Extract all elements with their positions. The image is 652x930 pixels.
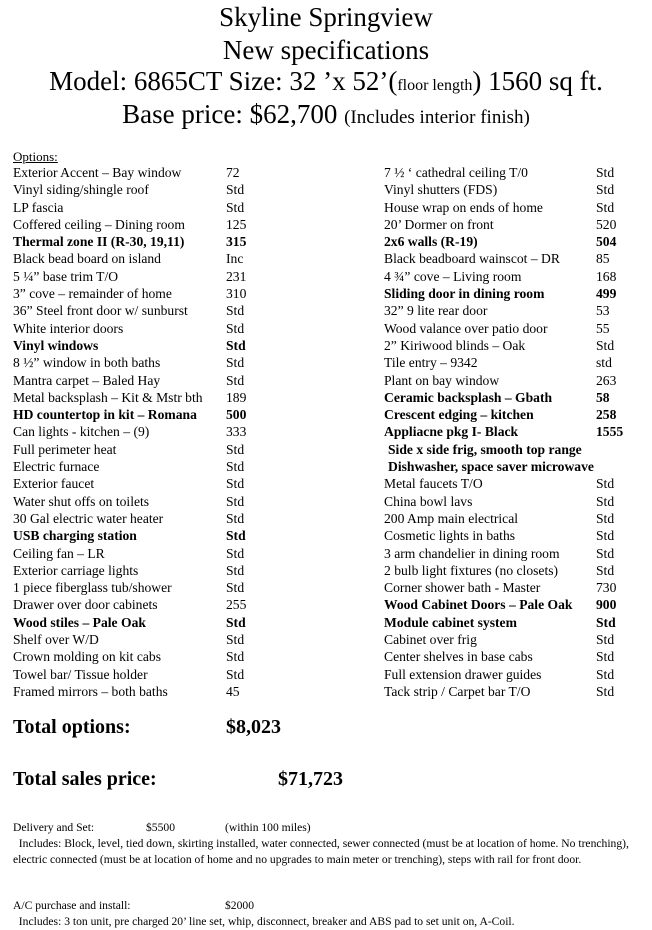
option-price: 900 xyxy=(596,597,617,613)
base-price-note: (Includes interior finish) xyxy=(344,107,530,128)
option-price: 333 xyxy=(226,424,247,440)
option-price: Std xyxy=(226,545,245,561)
option-label: Full extension drawer guides xyxy=(384,666,542,682)
option-price: Std xyxy=(596,614,616,630)
option-label: 3 arm chandelier in dining room xyxy=(384,545,560,561)
option-price: Std xyxy=(596,165,615,180)
option-label: 3” cove – remainder of home xyxy=(13,286,172,302)
option-price: 45 xyxy=(226,683,240,699)
delivery-details-text: Includes: Block, level, tied down, skirting installed, water connected, sewer connected (must be at location of home. No trenching), electric connected (must be at location of home and no upgrades to main meter or trenching), steps with rail for front door. xyxy=(13,837,629,866)
option-price: Std xyxy=(226,337,246,353)
option-label: 2” Kiriwood blinds – Oak xyxy=(384,337,526,353)
option-price: 85 xyxy=(596,251,610,267)
option-label: 200 Amp main electrical xyxy=(384,510,519,526)
option-price: Std xyxy=(226,441,245,457)
option-label: House wrap on ends of home xyxy=(384,199,543,215)
option-label: 2 bulb light fixtures (no closets) xyxy=(384,562,559,578)
option-label: 32” 9 lite rear door xyxy=(384,303,488,319)
option-price: Std xyxy=(226,562,245,578)
option-label: Wood stiles – Pale Oak xyxy=(13,614,146,630)
option-label: Can lights - kitchen – (9) xyxy=(13,424,150,440)
option-label: Corner shower bath - Master xyxy=(384,580,541,596)
delivery-label: Delivery and Set: xyxy=(13,821,95,834)
option-label: Black bead board on island xyxy=(13,251,161,267)
option-label: Black beadboard wainscot – DR xyxy=(384,251,560,267)
option-price: Std xyxy=(596,510,615,526)
option-label: 1 piece fiberglass tub/shower xyxy=(13,580,172,596)
model-size-main: Model: 6865CT Size: 32 ’x 52’( xyxy=(49,66,398,96)
option-label: China bowl lavs xyxy=(384,493,473,509)
option-label: 30 Gal electric water heater xyxy=(13,510,164,526)
option-label: Exterior faucet xyxy=(13,476,95,492)
option-price: 258 xyxy=(596,407,617,423)
option-label: Cosmetic lights in baths xyxy=(384,528,516,544)
option-price: 58 xyxy=(596,389,610,405)
option-price: std xyxy=(596,355,612,371)
option-price: Std xyxy=(596,632,615,648)
option-label: Vinyl siding/shingle roof xyxy=(13,182,149,198)
option-price: Std xyxy=(226,580,245,596)
option-price: Inc xyxy=(226,251,244,267)
option-label: Cabinet over frig xyxy=(384,632,477,648)
option-label: Mantra carpet – Baled Hay xyxy=(13,372,161,388)
option-label: Crown molding on kit cabs xyxy=(13,649,162,665)
option-label: 7 ½ ‘ cathedral ceiling T/0 xyxy=(384,165,528,180)
option-price: Std xyxy=(596,562,615,578)
option-label: Water shut offs on toilets xyxy=(13,493,150,509)
option-label: Vinyl shutters (FDS) xyxy=(384,182,498,198)
option-price: Std xyxy=(226,459,245,475)
option-label: White interior doors xyxy=(13,320,124,336)
option-price: Std xyxy=(596,683,615,699)
option-label: Tack strip / Carpet bar T/O xyxy=(384,683,531,699)
option-label: USB charging station xyxy=(13,528,137,544)
total-sales-value: $71,723 xyxy=(278,768,343,790)
option-label: Module cabinet system xyxy=(384,614,517,630)
option-price: Std xyxy=(226,632,245,648)
option-label: Wood valance over patio door xyxy=(384,320,548,336)
option-label: LP fascia xyxy=(13,199,64,215)
option-label: 8 ½” window in both baths xyxy=(13,355,161,371)
option-price: 255 xyxy=(226,597,247,613)
option-price: Std xyxy=(226,528,246,544)
option-label: Electric furnace xyxy=(13,459,100,475)
option-label: 4 ¾” cove – Living room xyxy=(384,268,522,284)
option-price: 1555 xyxy=(596,424,624,440)
option-price: Std xyxy=(596,528,615,544)
page-subtitle: New specifications xyxy=(222,35,430,65)
ac-details-text: Includes: 3 ton unit, pre charged 20’ line set, whip, disconnect, breaker and ABS pad to set unit on, A-Coil. xyxy=(18,915,515,928)
option-label: Sliding door in dining room xyxy=(384,286,545,302)
option-price: 310 xyxy=(226,286,247,302)
option-price: 72 xyxy=(226,165,240,180)
delivery-price: $5500 xyxy=(146,821,175,834)
option-label: Exterior carriage lights xyxy=(13,562,139,578)
option-label: Coffered ceiling – Dining room xyxy=(13,216,185,232)
option-label: 2x6 walls (R-19) xyxy=(384,234,478,250)
option-price: 315 xyxy=(226,234,247,250)
option-price: Std xyxy=(226,476,245,492)
total-sales-label: Total sales price: xyxy=(13,768,157,790)
ac-price: $2000 xyxy=(225,899,254,912)
option-price: 504 xyxy=(596,234,617,250)
option-price: Std xyxy=(226,372,245,388)
option-price: Std xyxy=(226,303,245,319)
ac-details xyxy=(13,914,515,930)
option-price: 168 xyxy=(596,268,617,284)
base-price: Base price: $62,700 xyxy=(122,99,345,129)
option-label: Towel bar/ Tissue holder xyxy=(13,666,148,682)
base-price-line xyxy=(0,97,652,135)
delivery-range: (within 100 miles) xyxy=(225,821,311,834)
option-price: Std xyxy=(596,199,615,215)
option-label: Thermal zone II (R-30, 19,11) xyxy=(13,234,185,250)
page-title: Skyline Springview xyxy=(219,2,433,32)
option-label: Appliacne pkg I- Black xyxy=(384,424,519,440)
option-price: Std xyxy=(226,320,245,336)
options-title: Options: xyxy=(13,149,58,164)
option-price: Std xyxy=(226,510,245,526)
option-label: Full perimeter heat xyxy=(13,441,117,457)
option-price: Std xyxy=(596,337,615,353)
option-label: Ceiling fan – LR xyxy=(13,545,105,561)
option-label: Drawer over door cabinets xyxy=(13,597,158,613)
option-label: Metal backsplash – Kit & Mstr bth xyxy=(13,389,203,405)
option-label: Framed mirrors – both baths xyxy=(13,683,168,699)
option-label: Side x side frig, smooth top range xyxy=(388,441,582,457)
option-price: Std xyxy=(596,476,615,492)
option-label: 5 ¼” base trim T/O xyxy=(13,268,119,284)
option-label: Exterior Accent – Bay window xyxy=(13,165,182,180)
option-price: 231 xyxy=(226,268,247,284)
option-label: Dishwasher, space saver microwave xyxy=(388,459,594,475)
option-price: 500 xyxy=(226,407,247,423)
option-label: Plant on bay window xyxy=(384,372,500,388)
option-label: Crescent edging – kitchen xyxy=(384,407,534,423)
option-label: Wood Cabinet Doors – Pale Oak xyxy=(384,597,573,613)
option-price: 55 xyxy=(596,320,610,336)
option-price: Std xyxy=(596,545,615,561)
option-label: Metal faucets T/O xyxy=(384,476,483,492)
option-price: 499 xyxy=(596,286,617,302)
option-label: 36” Steel front door w/ sunburst xyxy=(13,303,188,319)
option-label: Shelf over W/D xyxy=(13,632,99,648)
total-options-value: $8,023 xyxy=(226,716,281,738)
option-price: Std xyxy=(226,182,245,198)
option-price: Std xyxy=(226,666,245,682)
option-price: 53 xyxy=(596,303,610,319)
option-label: 20’ Dormer on front xyxy=(384,216,494,232)
option-price: Std xyxy=(596,666,615,682)
ac-label: A/C purchase and install: xyxy=(13,899,131,912)
option-label: Tile entry – 9342 xyxy=(384,355,478,371)
option-label: Center shelves in base cabs xyxy=(384,649,533,665)
floor-length-note: floor length xyxy=(397,77,473,94)
option-price: Std xyxy=(596,493,615,509)
option-label: Vinyl windows xyxy=(13,337,99,353)
option-price: 520 xyxy=(596,216,617,232)
option-price: Std xyxy=(226,649,245,665)
option-price: Std xyxy=(226,493,245,509)
option-price: 125 xyxy=(226,216,247,232)
option-label: Ceramic backsplash – Gbath xyxy=(384,389,553,405)
total-options-label: Total options: xyxy=(13,716,131,738)
option-price: 189 xyxy=(226,389,247,405)
option-price: 263 xyxy=(596,372,617,388)
option-price: Std xyxy=(226,614,246,630)
delivery-details xyxy=(13,836,643,867)
option-label: HD countertop in kit – Romana xyxy=(13,407,197,423)
option-price: 730 xyxy=(596,580,617,596)
option-price: Std xyxy=(596,182,615,198)
option-price: Std xyxy=(596,649,615,665)
option-price: Std xyxy=(226,199,245,215)
model-size-end: ) 1560 sq ft. xyxy=(472,66,603,96)
option-price: Std xyxy=(226,355,245,371)
